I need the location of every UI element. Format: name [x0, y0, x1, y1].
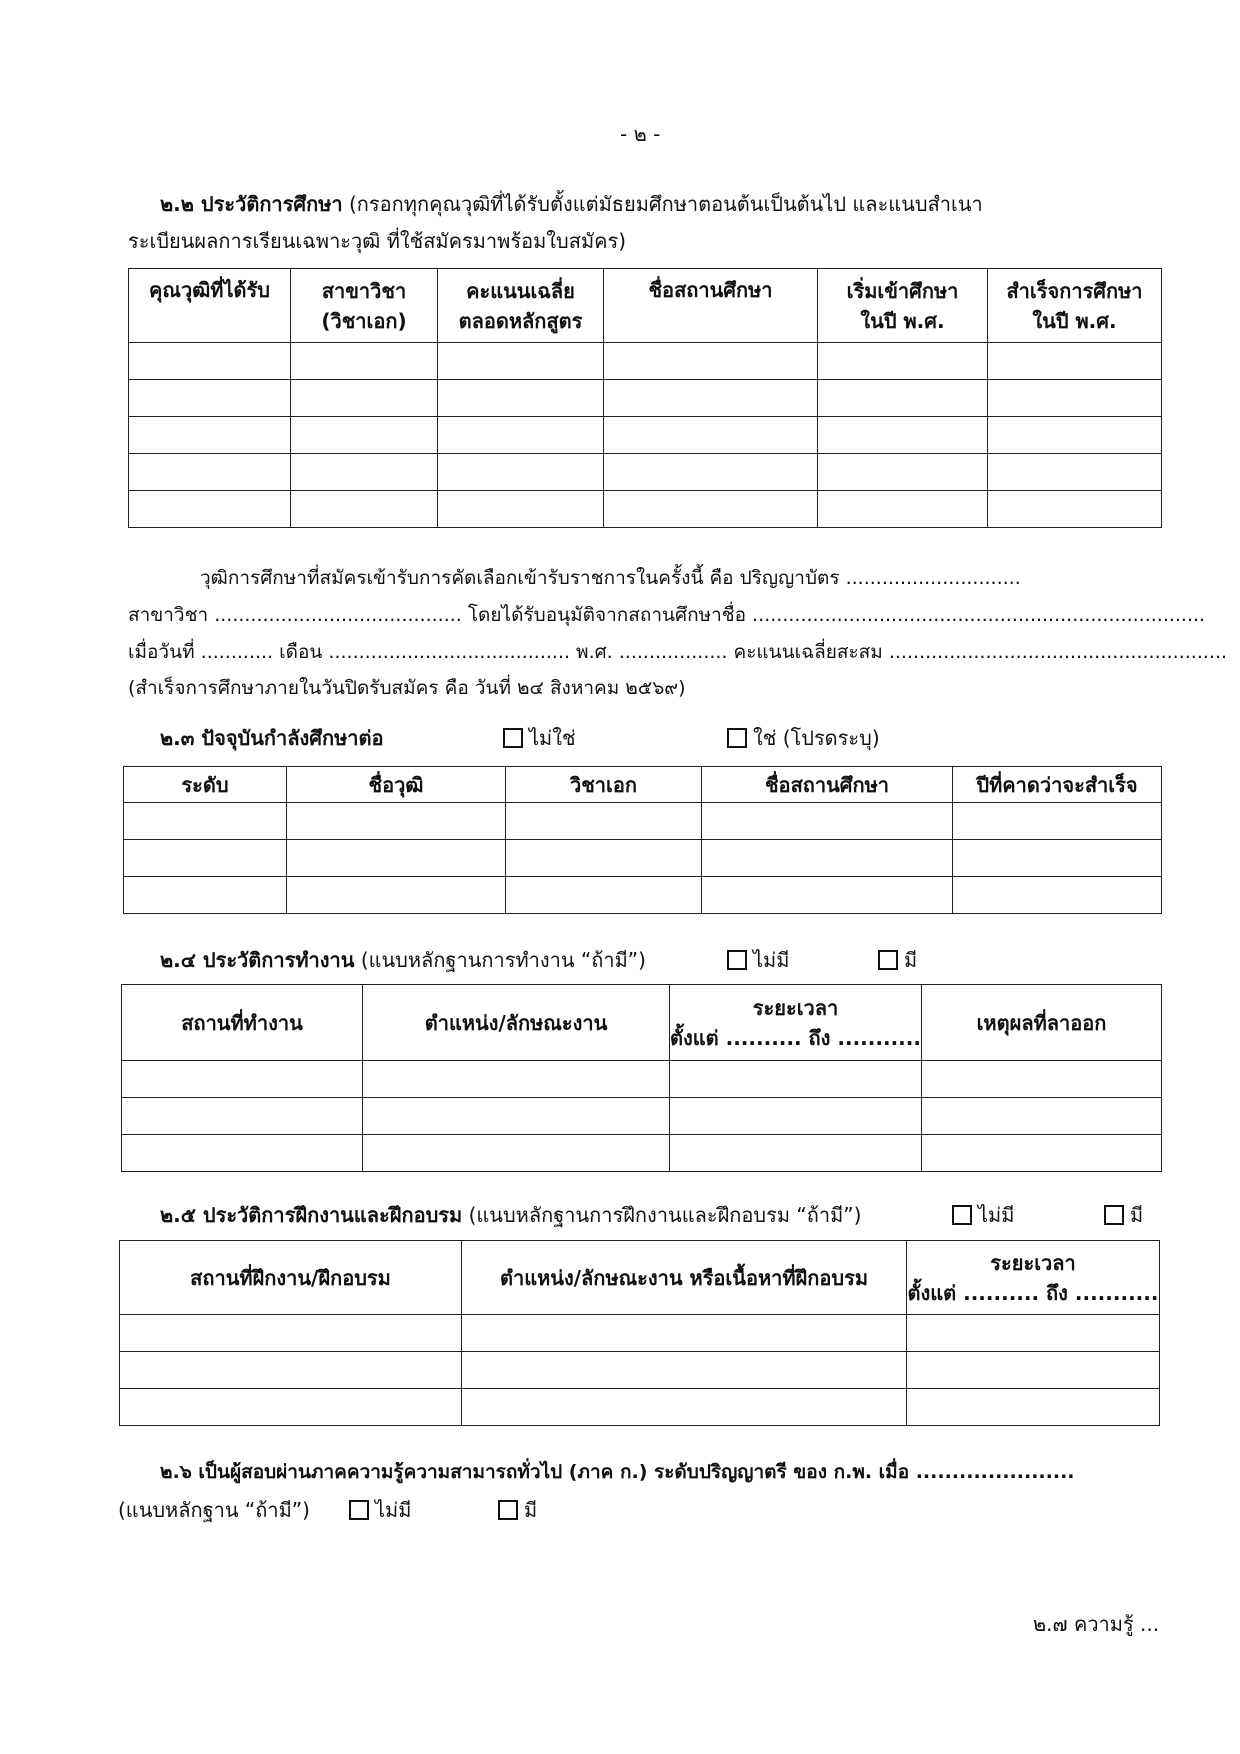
table-cell[interactable] [604, 454, 818, 491]
col-header-line: ตั้งแต่ .......... ถึง ........... [907, 1280, 1159, 1305]
col-header-line: เริ่มเข้าศึกษา [846, 278, 959, 303]
table-cell[interactable] [988, 491, 1162, 528]
degree-line3: เมื่อวันที่ ............ เดือน ........................................ พ.ศ. .................. คะแนนเฉลี่ยสะสม ........................................................ [128, 641, 1228, 663]
col-header [438, 269, 604, 343]
table-cell[interactable] [124, 840, 287, 877]
table-cell[interactable] [818, 454, 988, 491]
table-row [122, 1135, 1162, 1172]
table-cell[interactable] [604, 491, 818, 528]
table-cell[interactable] [506, 803, 702, 840]
table-row [129, 380, 1162, 417]
table-cell[interactable] [462, 1315, 907, 1352]
education-history-table [128, 268, 1162, 528]
s25-heading: ๒.๕ ประวัติการฝึกงานและฝึกอบรม [160, 1203, 463, 1227]
col-header: ระดับ [124, 767, 287, 803]
table-row [120, 1352, 1160, 1389]
table-row [129, 454, 1162, 491]
table-cell[interactable] [818, 343, 988, 380]
option-label: มี [904, 948, 918, 972]
col-header-line: ระยะเวลา [990, 1250, 1076, 1275]
table-row [129, 417, 1162, 454]
table-cell[interactable] [702, 803, 953, 840]
checkbox[interactable] [727, 950, 747, 970]
degree-line1: วุฒิการศึกษาที่สมัครเข้ารับการคัดเลือกเข้ารับราชการในครั้งนี้ คือ ปริญญาบัตร ............................. [200, 567, 1021, 589]
s24-option-no[interactable] [727, 944, 789, 976]
col-header [907, 1241, 1160, 1315]
table-cell[interactable] [438, 417, 604, 454]
s22-note-line1: (กรอกทุกคุณวุฒิที่ได้รับตั้งแต่มัธยมศึกษาตอนต้นเป็นต้นไป และแนบสำเนา [349, 192, 983, 216]
table-cell[interactable] [462, 1352, 907, 1389]
table-cell[interactable] [287, 877, 506, 914]
degree-line2: สาขาวิชา ......................................... โดยได้รับอนุมัติจากสถานศึกษาชื่อ ........................................................................... [128, 604, 1206, 626]
col-header-line: ชื่อสถานศึกษา [648, 278, 773, 302]
table-cell[interactable] [670, 1135, 922, 1172]
table-cell[interactable] [670, 1061, 922, 1098]
col-header: เหตุผลที่ลาออก [922, 985, 1162, 1061]
table-header-row [129, 269, 1162, 343]
col-header [291, 269, 438, 343]
col-header: สถานที่ทำงาน [122, 985, 363, 1061]
option-label: ไม่มี [978, 1203, 1015, 1227]
checkbox[interactable] [503, 728, 523, 748]
table-cell[interactable] [438, 343, 604, 380]
table-cell[interactable] [124, 877, 287, 914]
table-cell[interactable] [604, 417, 818, 454]
table-cell[interactable] [120, 1389, 462, 1426]
table-row [124, 803, 1162, 840]
table-cell[interactable] [129, 417, 291, 454]
table-cell[interactable] [122, 1098, 363, 1135]
next-page-marker: ๒.๗ ความรู้ ... [1033, 1612, 1160, 1636]
table-cell[interactable] [120, 1352, 462, 1389]
table-cell[interactable] [922, 1061, 1162, 1098]
col-header [129, 269, 291, 343]
col-header-line: คุณวุฒิที่ได้รับ [149, 278, 270, 302]
table-cell[interactable] [363, 1098, 670, 1135]
col-header: ตำแหน่ง/ลักษณะงาน หรือเนื้อหาที่ฝึกอบรม [462, 1241, 907, 1315]
table-cell[interactable] [506, 840, 702, 877]
col-header-line: ระยะเวลา [752, 995, 839, 1020]
s22-heading: ๒.๒ ประวัติการศึกษา [160, 192, 343, 216]
table-row [120, 1315, 1160, 1352]
col-header-line: ตั้งแต่ .......... ถึง ........... [670, 1025, 921, 1050]
table-cell[interactable] [818, 380, 988, 417]
table-row [129, 491, 1162, 528]
s24-note: (แนบหลักฐานการทำงาน “ถ้ามี”) [360, 948, 646, 972]
degree-line4: (สำเร็จการศึกษาภายในวันปิดรับสมัคร คือ วันที่ ๒๔ สิงหาคม ๒๕๖๙) [128, 677, 686, 699]
table-cell[interactable] [129, 491, 291, 528]
table-cell[interactable] [953, 877, 1162, 914]
s24-option-yes[interactable] [878, 944, 917, 976]
table-cell[interactable] [438, 380, 604, 417]
table-cell[interactable] [291, 380, 438, 417]
s25-option-no[interactable] [952, 1199, 1014, 1231]
table-cell[interactable] [363, 1061, 670, 1098]
table-cell[interactable] [988, 417, 1162, 454]
work-history-table [121, 984, 1162, 1172]
table-cell[interactable] [363, 1135, 670, 1172]
s26-line1: ๒.๖ เป็นผู้สอบผ่านภาคความรู้ความสามารถทั่วไป (ภาค ก.) ระดับปริญญาตรี ของ ก.พ. เมื่อ ...................... [160, 1461, 1075, 1483]
col-header [988, 269, 1162, 343]
table-cell[interactable] [438, 491, 604, 528]
option-label: ไม่มี [753, 948, 790, 972]
table-row [124, 840, 1162, 877]
col-header-line: ในปี พ.ศ. [1032, 308, 1117, 333]
col-header-line: ในปี พ.ศ. [860, 308, 945, 333]
checkbox[interactable] [1104, 1205, 1124, 1225]
table-cell[interactable] [988, 343, 1162, 380]
s25-note: (แนบหลักฐานการฝึกงานและฝึกอบรม “ถ้ามี”) [468, 1203, 862, 1227]
col-header [818, 269, 988, 343]
col-header-line: สาขาวิชา [321, 278, 407, 303]
checkbox[interactable] [498, 1500, 518, 1520]
checkbox[interactable] [727, 728, 747, 748]
col-header: ตำแหน่ง/ลักษณะงาน [363, 985, 670, 1061]
table-row [122, 1098, 1162, 1135]
table-cell[interactable] [129, 454, 291, 491]
table-cell[interactable] [291, 491, 438, 528]
col-header-line: (วิชาเอก) [321, 308, 407, 333]
table-cell[interactable] [124, 803, 287, 840]
table-cell[interactable] [988, 380, 1162, 417]
col-header [670, 985, 922, 1061]
option-label: มี [524, 1498, 538, 1522]
col-header: ชื่อวุฒิ [287, 767, 506, 803]
table-cell[interactable] [291, 343, 438, 380]
table-header-row [122, 985, 1162, 1061]
table-cell[interactable] [120, 1315, 462, 1352]
table-cell[interactable] [129, 380, 291, 417]
col-header-line: สำเร็จการศึกษา [1006, 278, 1143, 303]
table-header-row [120, 1241, 1160, 1315]
col-header: ปีที่คาดว่าจะสำเร็จ [953, 767, 1162, 803]
table-cell[interactable] [670, 1098, 922, 1135]
s26-option-no[interactable] [349, 1494, 411, 1526]
table-cell[interactable] [462, 1389, 907, 1426]
table-row [129, 343, 1162, 380]
table-cell[interactable] [438, 454, 604, 491]
option-label: ใช่ (โปรดระบุ) [753, 726, 880, 750]
s22-note-line2: ระเบียนผลการเรียนเฉพาะวุฒิ ที่ใช้สมัครมาพร้อมใบสมัคร) [128, 229, 627, 253]
table-row [124, 877, 1162, 914]
table-cell[interactable] [287, 840, 506, 877]
table-cell[interactable] [702, 877, 953, 914]
col-header: สถานที่ฝึกงาน/ฝึกอบรม [120, 1241, 462, 1315]
s24-heading-line [160, 944, 646, 976]
col-header: วิชาเอก [506, 767, 702, 803]
option-label: ไม่มี [375, 1498, 412, 1522]
table-cell[interactable] [988, 454, 1162, 491]
table-header-row [124, 767, 1162, 803]
s25-heading-line [160, 1199, 861, 1231]
table-cell[interactable] [907, 1352, 1160, 1389]
col-header: ชื่อสถานศึกษา [702, 767, 953, 803]
page-number: - ๒ - [620, 122, 661, 146]
s26-option-yes[interactable] [498, 1494, 537, 1526]
s22-heading-line [160, 188, 983, 220]
checkbox[interactable] [349, 1500, 369, 1520]
table-cell[interactable] [604, 343, 818, 380]
table-cell[interactable] [907, 1389, 1160, 1426]
training-history-table [119, 1240, 1160, 1426]
table-cell[interactable] [122, 1135, 363, 1172]
s23-option-yes[interactable] [727, 722, 880, 754]
table-cell[interactable] [506, 877, 702, 914]
table-cell[interactable] [291, 454, 438, 491]
col-header-line: ตลอดหลักสูตร [458, 308, 583, 333]
table-cell[interactable] [907, 1315, 1160, 1352]
option-label: มี [1130, 1203, 1144, 1227]
table-cell[interactable] [818, 417, 988, 454]
table-row [122, 1061, 1162, 1098]
table-cell[interactable] [122, 1061, 363, 1098]
s24-heading: ๒.๔ ประวัติการทำงาน [160, 948, 355, 972]
checkbox[interactable] [878, 950, 898, 970]
option-label: ไม่ใช่ [529, 726, 576, 750]
table-cell[interactable] [818, 491, 988, 528]
s23-heading: ๒.๓ ปัจจุบันกำลังศึกษาต่อ [160, 726, 384, 750]
table-cell[interactable] [922, 1098, 1162, 1135]
table-cell[interactable] [287, 803, 506, 840]
s25-option-yes[interactable] [1104, 1199, 1143, 1231]
table-row [120, 1389, 1160, 1426]
table-cell[interactable] [922, 1135, 1162, 1172]
table-cell[interactable] [702, 840, 953, 877]
col-header [604, 269, 818, 343]
col-header-line: คะแนนเฉลี่ย [466, 278, 575, 303]
table-cell[interactable] [129, 343, 291, 380]
current-study-table [123, 766, 1162, 914]
table-cell[interactable] [291, 417, 438, 454]
table-cell[interactable] [604, 380, 818, 417]
checkbox[interactable] [952, 1205, 972, 1225]
table-cell[interactable] [953, 803, 1162, 840]
table-cell[interactable] [953, 840, 1162, 877]
s26-note: (แนบหลักฐาน “ถ้ามี”) [118, 1498, 310, 1522]
s23-option-no[interactable] [503, 722, 576, 754]
